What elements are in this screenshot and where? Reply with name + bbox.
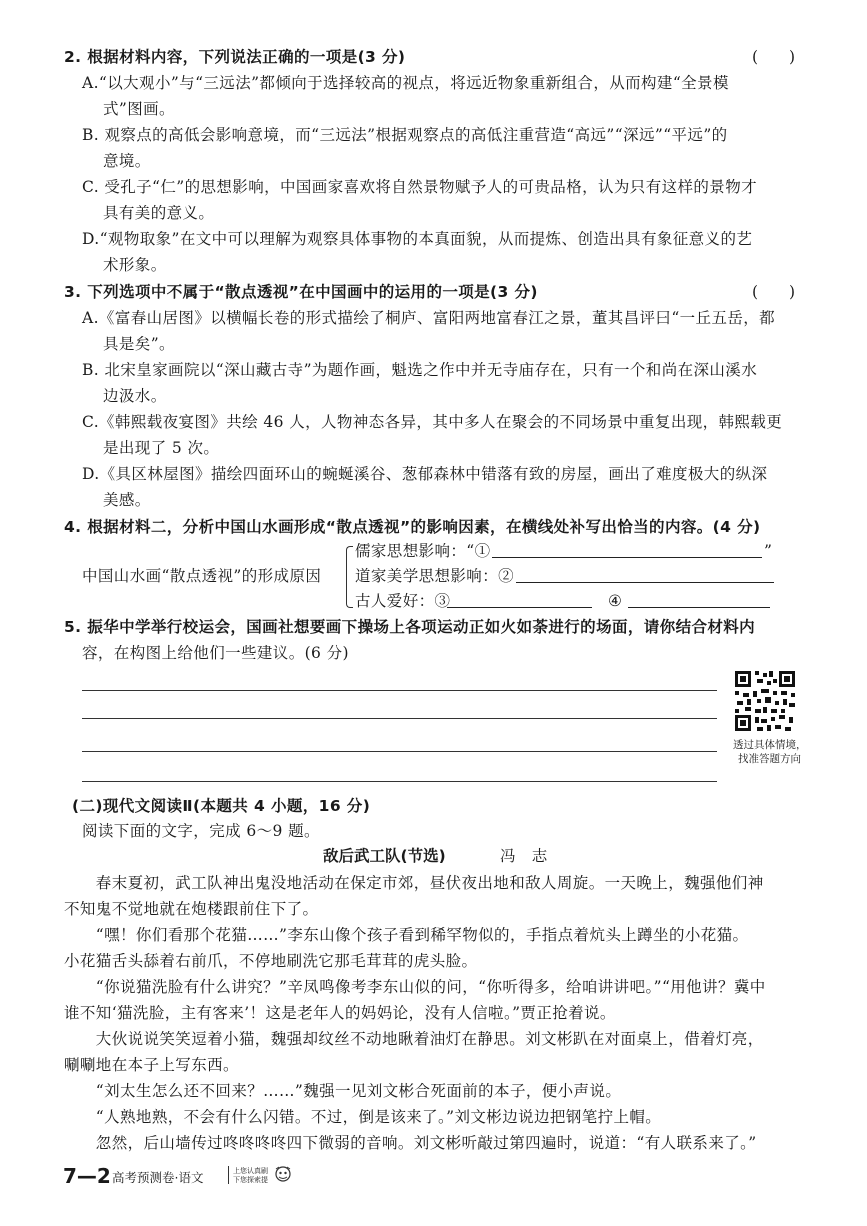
q5-answer-line-4[interactable] — [82, 781, 717, 782]
q3-stem — [64, 282, 538, 302]
qr-code-graphic — [733, 669, 797, 733]
passage-line: 小花猫舌头舔着右前爪，不停地刷洗它那毛茸茸的虎头脸。 — [64, 952, 478, 970]
q4-blank-2[interactable] — [516, 582, 774, 583]
q2-option-d-line1: D.“观物取象”在文中可以理解为观察具体事物的本真面貌，从而提炼、创造出具有象征意义的艺 — [82, 230, 753, 248]
q5-stem-line1 — [64, 617, 755, 637]
passage-line: 不知鬼不觉地就在炮楼跟前住下了。 — [64, 900, 319, 918]
passage-line: 春末夏初，武工队神出鬼没地活动在保定市郊，昼伏夜出地和敌人周旋。一天晚上，魏强他们神 — [64, 874, 764, 892]
passage-line: 忽然，后山墙传过咚咚咚咚四下微弱的音响。刘文彬听敲过第四遍时，说道：“有人联系来了。” — [64, 1134, 757, 1152]
q3-option-c-line2: 是出现了 5 次。 — [103, 439, 220, 457]
q3-option-a-line1: A.《富春山居图》以横幅长卷的形式描绘了桐庐、富阳两地富春江之景，董其昌评曰“一丘五岳，都 — [82, 309, 776, 327]
q4-row3-label: 古人爱好：③ — [355, 592, 451, 610]
q2-stem — [64, 47, 405, 67]
q3-option-b-line2: 边汲水。 — [103, 387, 167, 405]
q4-stem-text: 4. 根据材料二，分析中国山水画形成“散点透视”的影响因素，在横线处补写出恰当的内容。(4 分) — [64, 518, 761, 536]
q3-option-d-line2: 美感。 — [103, 491, 151, 509]
passage-line: “嘿！你们看那个花猫……”李东山像个孩子看到稀罕物似的，手指点着炕头上蹲坐的小花猫。 — [64, 926, 749, 944]
qr-code-icon[interactable] — [733, 669, 797, 733]
section2-instruction: 阅读下面的文字，完成 6～9 题。 — [82, 822, 320, 840]
passage-line: 谁不知‘猫洗脸，主有客来’！这是老年人的妈妈论，没有人信啦。”贾正抢着说。 — [64, 1004, 616, 1022]
q3-option-b-line1: B. 北宋皇家画院以“深山藏古寺”为题作画，魁选之作中并无寺庙存在，只有一个和尚在深山溪水 — [82, 361, 758, 379]
qr-caption-line1: 透过具体情境， — [733, 739, 807, 751]
q2-option-a-line1: A.“以大观小”与“三远法”都倾向于选择较高的视点，将远近物象重新组合，从而构建“全景模 — [82, 74, 729, 92]
passage-line: “刘太生怎么还不回来？……”魏强一见刘文彬合死面前的本子，便小声说。 — [64, 1082, 622, 1100]
footer-slogan-line2: 下您探索提 — [233, 1176, 268, 1184]
q3-option-c-line1: C.《韩熙载夜宴图》共绘 46 人，人物神态各异，其中多人在聚会的不同场景中重复出现，韩熙载更 — [82, 413, 783, 431]
q5-stem-text1: 5. 振华中学举行校运会，国画社想要画下操场上各项运动正如火如荼进行的场面，请你结合材料内 — [64, 618, 756, 636]
q5-answer-line-3[interactable] — [82, 751, 717, 752]
q4-blank-1[interactable] — [492, 557, 762, 558]
footer-page-number: 7—2 — [63, 1164, 111, 1188]
q3-answer-paren[interactable]: ( ) — [752, 283, 796, 301]
q2-stem-text: 2. 根据材料内容，下列说法正确的一项是(3 分) — [64, 48, 406, 66]
q4-stem — [64, 517, 761, 537]
footer-slogan-line1: 上您认真刷 — [233, 1167, 268, 1175]
q2-option-d-line2: 术形象。 — [103, 256, 167, 274]
qr-caption-line2: 找准答题方向 — [738, 753, 801, 765]
q3-option-a-line2: 具是矣”。 — [103, 335, 175, 353]
footer-book-title: 高考预测卷·语文 — [112, 1170, 204, 1185]
q4-diagram-label: 中国山水画“散点透视”的形成原因 — [82, 567, 322, 585]
q2-option-a-line2: 式”图画。 — [103, 100, 175, 118]
passage-author: 冯 志 — [500, 847, 548, 865]
q4-row1-label: 儒家思想影响：“① — [355, 542, 491, 560]
q4-row2-label: 道家美学思想影响：② — [355, 567, 515, 585]
q4-brace — [346, 546, 353, 608]
passage-line: 大伙说说笑笑逗着小猫，魏强却纹丝不动地瞅着油灯在静思。刘文彬趴在对面桌上，借着灯亮， — [64, 1030, 764, 1048]
q4-row3-marker-4: ④ — [608, 592, 623, 610]
footer-mascot-graphic — [272, 1165, 294, 1185]
q4-row1-close-quote: ” — [764, 542, 773, 560]
footer-divider — [228, 1166, 229, 1184]
q4-blank-3[interactable] — [447, 607, 592, 608]
passage-line: “你说猫洗脸有什么讲究？”辛凤鸣像考李东山似的问，“你听得多，给咱讲讲吧。”“用他讲？冀中 — [64, 978, 766, 996]
q2-answer-paren[interactable]: ( ) — [752, 48, 796, 66]
q5-answer-line-1[interactable] — [82, 690, 717, 691]
section2-heading — [72, 796, 370, 816]
footer-mascot-icon — [272, 1165, 294, 1185]
q2-option-c-line2: 具有美的意义。 — [103, 204, 215, 222]
passage-title: 敌后武工队(节选) — [323, 847, 446, 865]
q2-option-c-line1: C. 受孔子“仁”的思想影响，中国画家喜欢将自然景物赋予人的可贵品格，认为只有这样的景物才 — [82, 178, 758, 196]
q5-answer-line-2[interactable] — [82, 718, 717, 719]
q2-option-b-line2: 意境。 — [103, 152, 151, 170]
section2-heading-text: (二)现代文阅读Ⅱ(本题共 4 小题，16 分) — [72, 797, 371, 815]
passage-line: 唰唰地在本子上写东西。 — [64, 1056, 239, 1074]
q5-stem-line2: 容，在构图上给他们一些建议。(6 分) — [82, 644, 349, 662]
q3-option-d-line1: D.《具区林屋图》描绘四面环山的蜿蜒溪谷、葱郁森林中错落有致的房屋，画出了难度极大的纵深 — [82, 465, 768, 483]
q4-blank-4[interactable] — [628, 607, 770, 608]
q3-stem-text: 3. 下列选项中不属于“散点透视”在中国画中的运用的一项是(3 分) — [64, 283, 538, 301]
q2-option-b-line1: B. 观察点的高低会影响意境，而“三远法”根据观察点的高低注重营造“高远”“深远”“平远”的 — [82, 126, 728, 144]
passage-line: “人熟地熟，不会有什么闪错。不过，倒是该来了。”刘文彬边说边把钢笔拧上帽。 — [64, 1108, 662, 1126]
